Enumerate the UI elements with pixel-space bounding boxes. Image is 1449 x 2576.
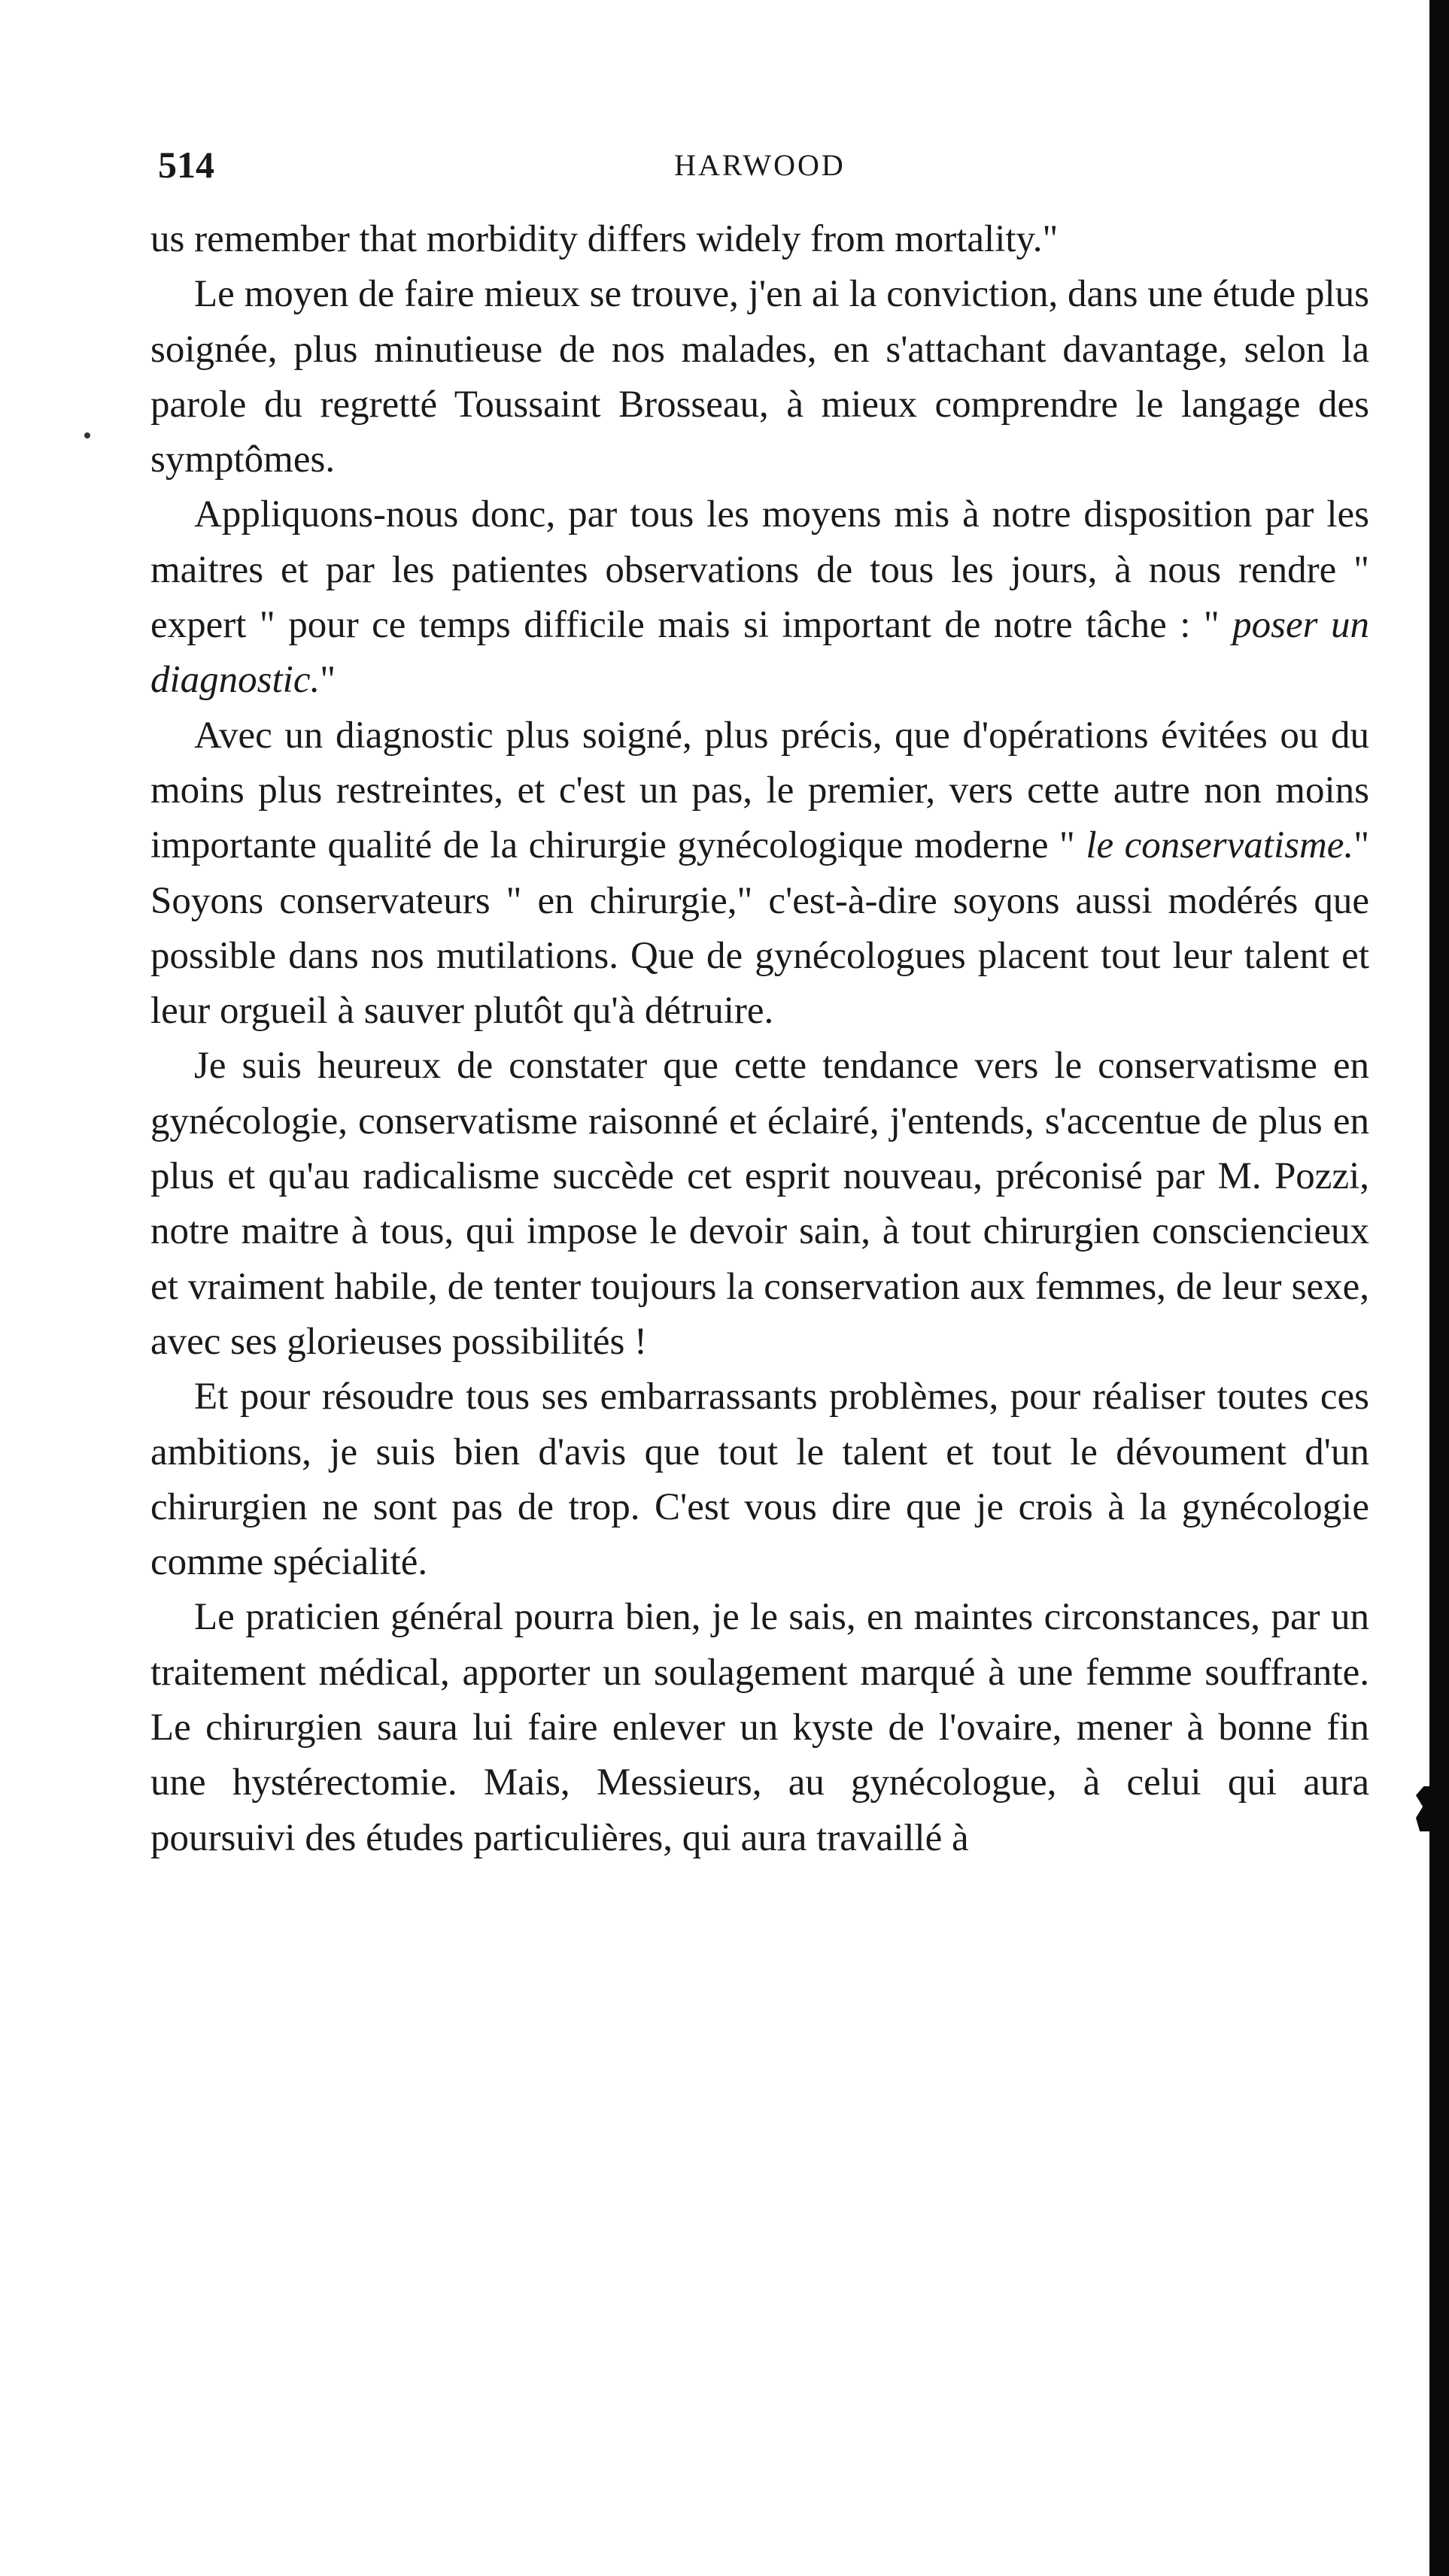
page-edge-shadow <box>1429 0 1449 2576</box>
margin-dot <box>84 432 90 438</box>
paragraph-1: us remember that morbidity differs widely from mortality." <box>150 218 1059 260</box>
edge-mark <box>1416 1786 1435 1831</box>
paragraph-3-after: " <box>320 659 336 702</box>
paragraph-4-after: " Soyons conservateurs " en chirurgie," c'est-à-dire soyons aussi modérés que possible dans nos mutilations. Que de gynécologues placent tout leur talent et leur orgueil à sauver plutôt qu'à détruire. <box>150 824 1370 1033</box>
paragraph-6: Et pour résoudre tous ses embarrassants problèmes, pour réaliser toutes ces ambitions, je suis bien d'avis que tout le talent et tout le dévoument d'un chirurgien ne sont pas de trop. C'est vous dire que je crois à la gynécologie comme spécialité. <box>150 1376 1369 1584</box>
running-title: HARWOOD <box>674 148 846 182</box>
paragraph-3-before: Appliquons-nous donc, par tous les moyens mis à notre disposition par les maitres et par les patientes observations de tous les jours, à nous rendre " expert " pour ce temps difficile mais si important de notre tâche : " <box>150 493 1369 647</box>
paragraph-4-italic: le conservatisme. <box>1086 824 1354 867</box>
paragraph-3-italic: poser un diagnostic. <box>150 604 1369 702</box>
paragraph-2: Le moyen de faire mieux se trouve, j'en ai la conviction, dans une étude plus soignée, plus minutieuse de nos malades, en s'attachant davantage, selon la parole du regretté Toussaint Brosseau, à mieux comprendre le langage des symptômes. <box>150 273 1369 481</box>
book-page <box>150 143 1369 1866</box>
running-head <box>150 143 1369 196</box>
page-number: 514 <box>158 144 214 186</box>
paragraph-4-before: Avec un diagnostic plus soigné, plus précis, que d'opérations évitées ou du moins plus restreintes, et c'est un pas, le premier, vers cette autre non moins importante qualité de la chirurgie gynécologique moderne " <box>150 714 1369 867</box>
body-text <box>150 212 1369 1866</box>
paragraph-7: Le praticien général pourra bien, je le sais, en maintes circonstances, par un traitement médical, apporter un soulagement marqué à une femme souffrante. Le chirurgien saura lui faire enlever un kyste de l'ovaire, mener à bonne fin une hystérectomie. Mais, Messieurs, au gynécologue, à celui qui aura poursuivi des études particulières, qui aura travaillé à <box>150 1596 1369 1859</box>
paragraph-3 <box>150 487 1369 708</box>
paragraph-5: Je suis heureux de constater que cette tendance vers le conservatisme en gynécologie, conservatisme raisonné et éclairé, j'entends, s'accentue de plus en plus et qu'au radicalisme succède cet esprit nouveau, préconisé par M. Pozzi, notre maitre à tous, qui impose le devoir sain, à tout chirurgien consciencieux et vraiment habile, de tenter toujours la conservation aux femmes, de leur sexe, avec ses glorieuses possibilités ! <box>150 1045 1369 1363</box>
paragraph-4 <box>150 708 1369 1039</box>
